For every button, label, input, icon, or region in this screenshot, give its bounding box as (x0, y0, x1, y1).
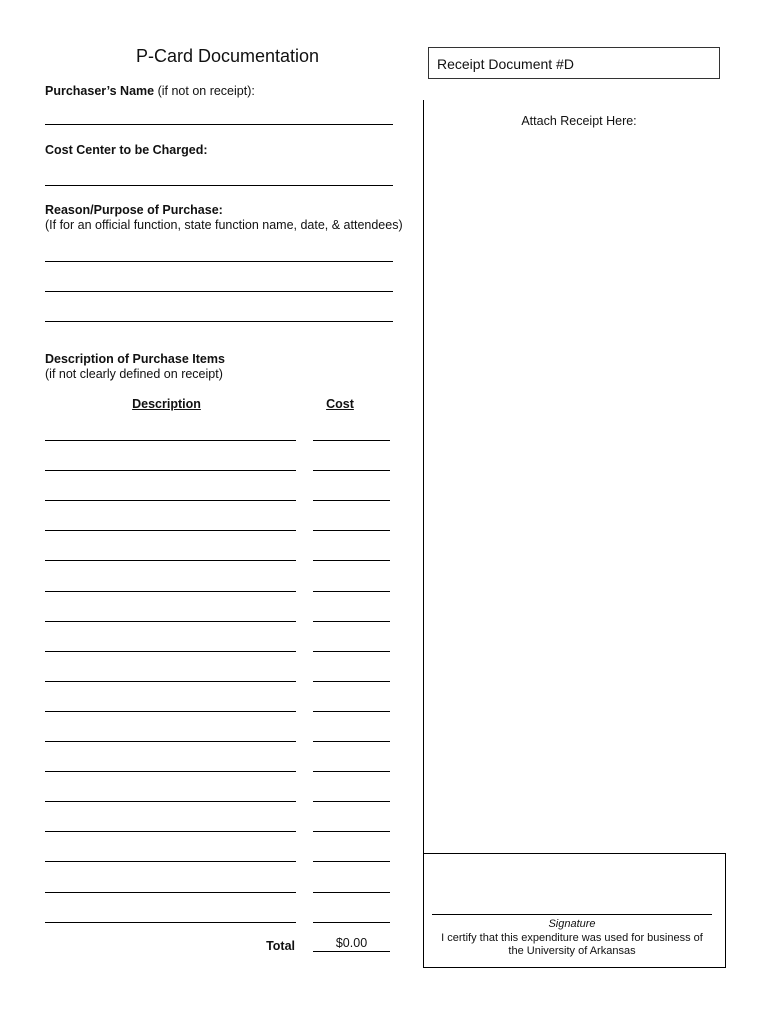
reason-hint: (If for an official function, state function name, date, & attendees) (45, 218, 403, 232)
receipt-document-box (428, 47, 720, 79)
reason-field-line-3[interactable] (45, 321, 393, 322)
item-cost-field[interactable] (313, 500, 390, 501)
item-cost-field[interactable] (313, 470, 390, 471)
item-cost-field[interactable] (313, 741, 390, 742)
cost-center-label: Cost Center to be Charged: (45, 143, 208, 157)
reason-field-line-1[interactable] (45, 261, 393, 262)
total-value: $0.00 (335, 936, 368, 950)
cost-center-field[interactable] (45, 185, 393, 186)
receipt-area-divider (423, 100, 424, 856)
reason-field-line-2[interactable] (45, 291, 393, 292)
item-description-field[interactable] (45, 741, 296, 742)
item-description-field[interactable] (45, 711, 296, 712)
item-description-field[interactable] (45, 560, 296, 561)
item-description-field[interactable] (45, 530, 296, 531)
item-description-field[interactable] (45, 651, 296, 652)
receipt-document-label: Receipt Document #D (437, 56, 574, 72)
purchaser-name-label-group (45, 84, 255, 99)
item-cost-field[interactable] (313, 440, 390, 441)
item-cost-field[interactable] (313, 801, 390, 802)
item-cost-field[interactable] (313, 892, 390, 893)
item-cost-field[interactable] (313, 591, 390, 592)
item-description-field[interactable] (45, 861, 296, 862)
item-description-field[interactable] (45, 440, 296, 441)
attach-receipt-label: Attach Receipt Here: (521, 114, 637, 128)
signature-label: Signature (548, 918, 596, 930)
purchaser-name-label: Purchaser’s Name (45, 84, 155, 98)
purchaser-name-hint: (if not on receipt): (157, 84, 255, 98)
item-description-field[interactable] (45, 470, 296, 471)
item-description-field[interactable] (45, 681, 296, 682)
item-description-field[interactable] (45, 831, 296, 832)
total-field-line (313, 951, 390, 952)
item-cost-field[interactable] (313, 922, 390, 923)
item-cost-field[interactable] (313, 831, 390, 832)
item-cost-field[interactable] (313, 651, 390, 652)
item-cost-field[interactable] (313, 681, 390, 682)
item-cost-field[interactable] (313, 621, 390, 622)
description-column-header: Description (132, 397, 201, 411)
item-description-field[interactable] (45, 591, 296, 592)
item-cost-field[interactable] (313, 711, 390, 712)
item-cost-field[interactable] (313, 861, 390, 862)
total-label: Total (266, 939, 295, 953)
item-cost-field[interactable] (313, 530, 390, 531)
item-cost-field[interactable] (313, 771, 390, 772)
signature-field[interactable] (432, 914, 712, 915)
item-description-field[interactable] (45, 621, 296, 622)
item-description-field[interactable] (45, 500, 296, 501)
item-description-field[interactable] (45, 922, 296, 923)
cost-column-header: Cost (326, 397, 354, 411)
items-label: Description of Purchase Items (45, 352, 225, 366)
item-cost-field[interactable] (313, 560, 390, 561)
form-title: P-Card Documentation (135, 46, 320, 66)
item-description-field[interactable] (45, 771, 296, 772)
certify-statement: I certify that this expenditure was used for business of the University of Arkansas (441, 932, 703, 957)
items-hint: (if not clearly defined on receipt) (45, 367, 223, 381)
item-description-field[interactable] (45, 892, 296, 893)
reason-label: Reason/Purpose of Purchase: (45, 203, 223, 217)
purchaser-name-field[interactable] (45, 124, 393, 125)
item-description-field[interactable] (45, 801, 296, 802)
